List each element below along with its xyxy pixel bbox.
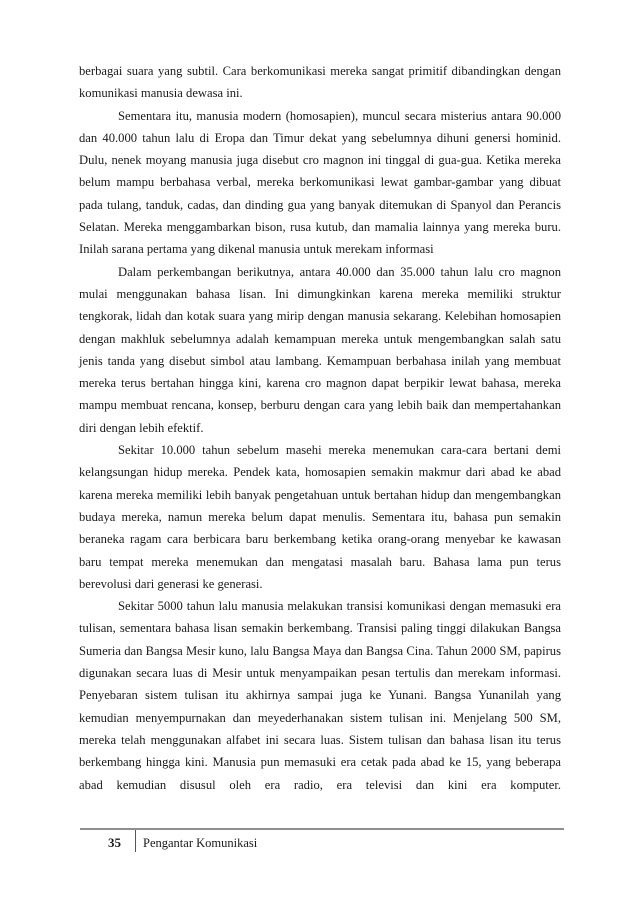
paragraph-2: Sementara itu, manusia modern (homosapien), muncul secara misterius antara 90.000 dan 40.000 tahun lalu di Eropa dan Timur dekat yang sebelumnya dihuni genersi hominid. Dulu, nenek moyang manusia juga disebut cro magnon ini tinggal di gua-gua. Ketika mereka belum mampu berbahasa verbal, mereka berkomunikasi lewat gambar-gambar yang dibuat pada tulang, tanduk, cadas, dan dinding gua yang banyak ditemukan di Spanyol dan Perancis Selatan. Mereka menggambarkan bison, rusa kutub, dan mamalia lainnya yang mereka buru. Inilah sarana pertama yang dikenal manusia untuk merekam informasi (79, 108, 561, 257)
paragraph-5: Sekitar 5000 tahun lalu manusia melakukan transisi komunikasi dengan memasuki era tulisan, sementara bahasa lisan semakin berkembang. Transisi paling tinggi dilakukan Bangsa Sumeria dan Bangsa Mesir kuno, lalu Bangsa Maya dan Bangsa Cina. Tahun 2000 SM, papirus digunakan secara luas di Mesir untuk menyampaikan pesan tertulis dan merekam informasi. Penyebaran sistem tulisan itu akhirnya sampai juga ke Yunani. Bangsa Yunanilah yang kemudian menyempurnakan dan meyederhanakan sistem tulisan ini. Menjelang 500 SM, mereka telah menggunakan alfabet ini secara luas. Sistem tulisan dan bahasa lisan itu terus berkembang hingga kini. Manusia pun memasuki era cetak pada abad ke 15, yang beberapa abad kemudian disusul oleh era radio, era televisi dan kini era komputer. (79, 599, 561, 792)
paragraph-3: Dalam perkembangan berikutnya, antara 40.000 dan 35.000 tahun lalu cro magnon mulai menggunakan bahasa lisan. Ini dimungkinkan karena mereka memiliki struktur tengkorak, lidah dan kotak suara yang mirip dengan manusia sekarang. Kelebihan homosapien dengan makhluk sebelumnya adalah kemampuan mereka untuk mengembangkan salah satu jenis tanda yang disebut simbol atau lambang. Kemampuan berbahasa inilah yang membuat mereka terus bertahan hingga kini, karena cro magnon dapat berpikir lewat bahasa, mereka mampu membuat rencana, konsep, berburu dengan cara yang lebih baik dan mempertahankan diri dengan lebih efektif. (79, 264, 561, 435)
page-number: 35 (108, 835, 121, 850)
paragraph-1: berbagai suara yang subtil. Cara berkomunikasi mereka sangat primitif dibandingkan dengan komunikasi manusia dewasa ini. (79, 64, 561, 101)
page-footer (80, 828, 564, 868)
running-title: Pengantar Komunikasi (143, 836, 258, 850)
footer-divider (135, 830, 136, 852)
paragraph-4: Sekitar 10.000 tahun sebelum masehi mereka menemukan cara-cara bertani demi kelangsungan hidup mereka. Pendek kata, homosapien semakin makmur dari abad ke abad karena mereka memiliki lebih banyak pengetahuan untuk bertahan hidup dan mengembangkan budaya mereka, namun mereka belum dapat menulis. Sementara itu, bahasa pun semakin beraneka ragam cara berbicara baru berkembang ketika orang-orang menyebar ke kawasan baru tempat mereka menemukan dan mengatasi masalah baru. Bahasa lama pun terus berevolusi dari generasi ke generasi. (79, 443, 561, 591)
page-body (79, 60, 561, 796)
footer-rule (80, 828, 564, 830)
